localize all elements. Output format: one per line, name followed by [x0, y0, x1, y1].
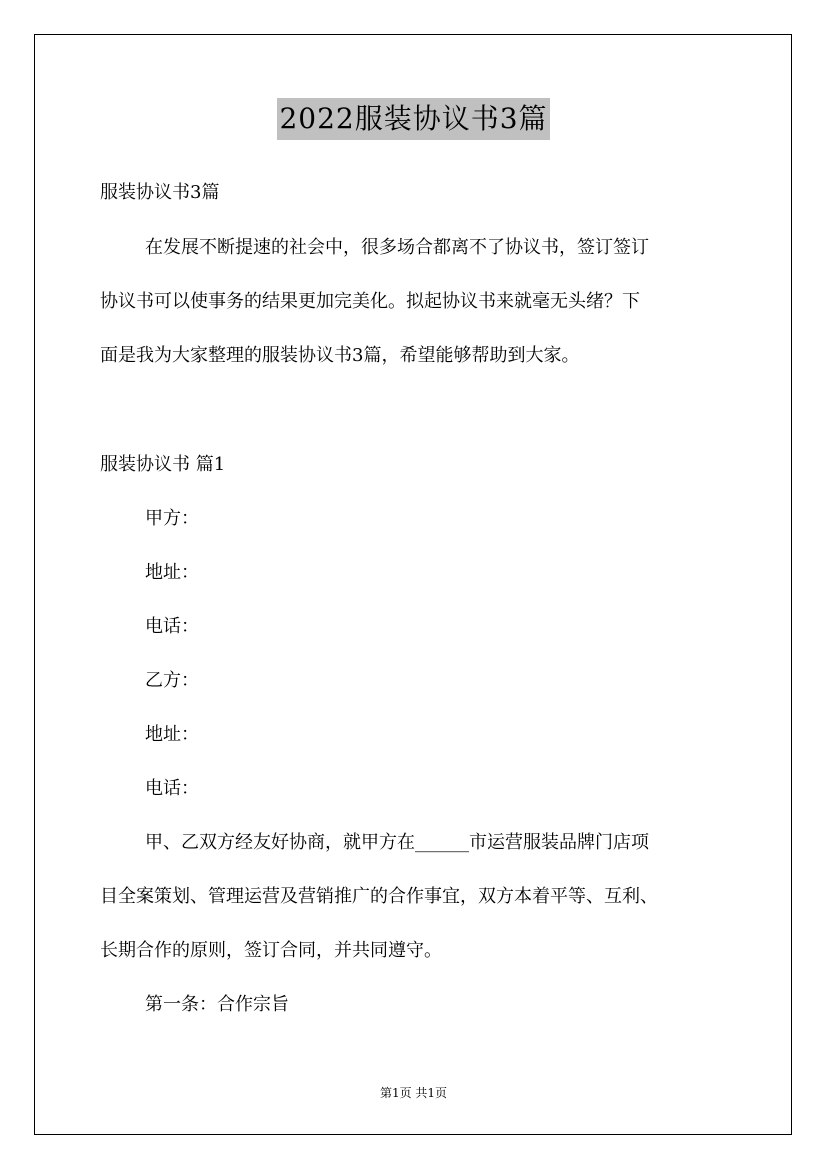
page-footer: 第1页 共1页	[379, 1086, 448, 1100]
party-b-phone-label: 电话：	[145, 778, 199, 799]
article-one-heading: 第一条：合作宗旨	[145, 994, 289, 1015]
title-container	[0, 98, 827, 140]
body-line-3: 长期合作的原则，签订合同，并共同遵守。	[100, 940, 442, 961]
body-line-1: 甲、乙双方经友好协商，就甲方在______市运营服装品牌门店项	[145, 832, 649, 853]
intro-line-1: 在发展不断提速的社会中，很多场合都离不了协议书，签订签订	[145, 237, 649, 258]
party-a-address-label: 地址：	[145, 562, 199, 583]
party-b-label: 乙方：	[145, 670, 199, 691]
party-a-label: 甲方：	[145, 508, 199, 529]
intro-line-2: 协议书可以使事务的结果更加完美化。拟起协议书来就毫无头绪？下	[100, 291, 640, 312]
section-heading: 服装协议书 篇1	[100, 454, 226, 475]
body-line-2: 目全案策划、管理运营及营销推广的合作事宜，双方本着平等、互利、	[100, 886, 658, 907]
document-subtitle: 服装协议书3篇	[100, 182, 220, 203]
intro-line-3: 面是我为大家整理的服装协议书3篇，希望能够帮助到大家。	[100, 345, 580, 366]
party-a-phone-label: 电话：	[145, 616, 199, 637]
party-b-address-label: 地址：	[145, 724, 199, 745]
document-title: 2022服装协议书3篇	[277, 98, 549, 140]
